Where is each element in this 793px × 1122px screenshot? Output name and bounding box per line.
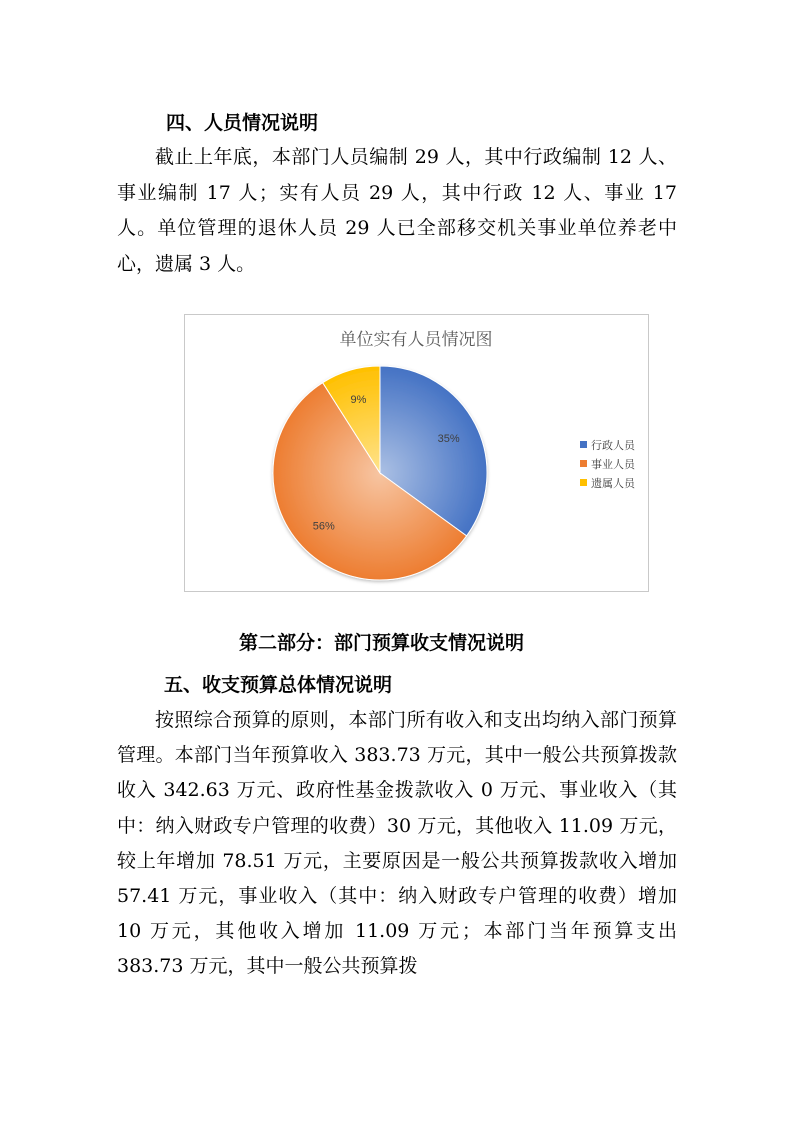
legend-swatch-2 <box>580 460 587 467</box>
legend-label-1: 行政人员 <box>591 440 635 452</box>
staff-pie-chart <box>184 314 649 592</box>
legend-label-2: 事业人员 <box>591 459 635 471</box>
section4-heading: 四、人员情况说明 <box>166 112 319 134</box>
section4-paragraph: 截止上年底，本部门人员编制 29 人，其中行政编制 12 人、事业编制 17 人；实有人员 29 人，其中行政 12 人、事业 17 人。单位管理的退休人员 29 人已全部移交机关事业单位养老中心，遗属 3 人。 <box>117 146 677 275</box>
chart-title: 单位实有人员情况图 <box>339 330 493 349</box>
pie-chart-svg <box>185 315 648 591</box>
pie-data-label-2: 56% <box>312 520 335 533</box>
legend-swatch-1 <box>580 441 587 448</box>
legend-label-3: 遗属人员 <box>591 478 635 490</box>
section5-heading: 五、收支预算总体情况说明 <box>164 674 393 696</box>
pie-data-label-1: 35% <box>437 433 460 445</box>
part2-heading: 第二部分：部门预算收支情况说明 <box>239 632 525 654</box>
pie-data-label-3: 9% <box>350 394 367 406</box>
section5-paragraph: 按照综合预算的原则，本部门所有收入和支出均纳入部门预算管理。本部门当年预算收入 383.73 万元，其中一般公共预算拨款收入 342.63 万元、政府性基金拨款收入 0 万元、事业收入（其中：纳入财政专户管理的收费）30 万元，其他收入 11.09 万元，较上年增加 78.51 万元，主要原因是一般公共预算拨款收入增加 57.41 万元，事业收入（其中：纳入财政专户管理的收费）增加 10 万元，其他收入增加 11.09 万元；本部门当年预算支出 383.73 万元，其中一般公共预算拨 <box>117 709 677 978</box>
legend-swatch-3 <box>580 479 587 486</box>
